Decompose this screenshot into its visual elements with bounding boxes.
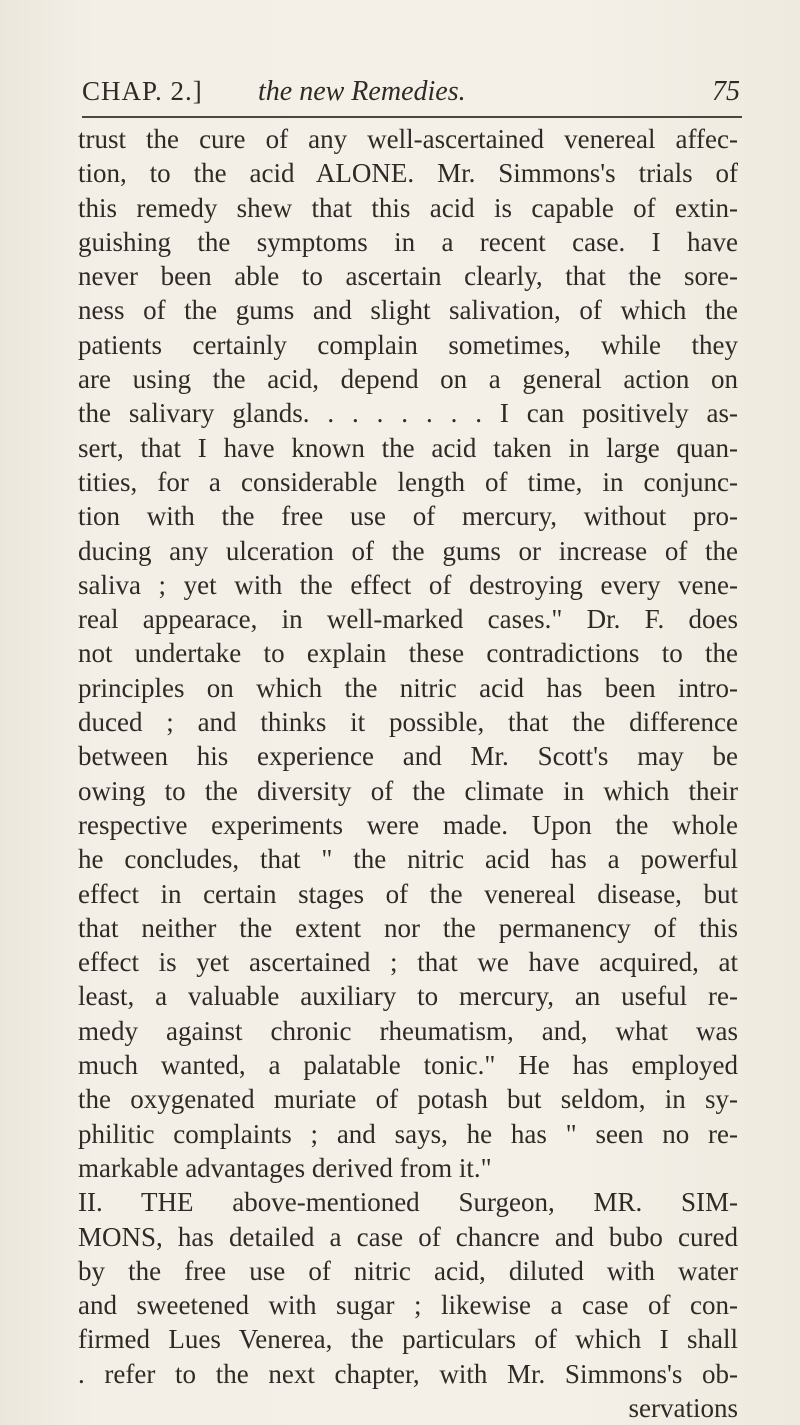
text-line: respective experiments were made. Upon the whole <box>78 809 738 840</box>
text-line: guishing the symptoms in a recent case. I have <box>78 226 738 257</box>
text-line: this remedy shew that this acid is capable of extin- <box>78 192 738 223</box>
text-line: not undertake to explain these contradictions to the <box>78 638 738 669</box>
text-line: least, a valuable auxiliary to mercury, an useful re- <box>78 981 738 1012</box>
text-line: effect is yet ascertained ; that we have acquired, at <box>78 947 738 978</box>
text-line: trust the cure of any well-ascertained venereal affec- <box>78 124 738 154</box>
text-line: never been able to ascertain clearly, that the sore- <box>78 261 738 292</box>
text-line: owing to the diversity of the climate in which their <box>78 775 738 806</box>
text-line: tion with the free use of mercury, without pro- <box>78 501 738 532</box>
text-line: medy against chronic rheumatism, and, what was <box>78 1015 738 1046</box>
text-line: . refer to the next chapter, with Mr. Simmons's ob- <box>78 1358 738 1389</box>
text-line: sert, that I have known the acid taken in large quan- <box>78 432 738 463</box>
text-line: philitic complaints ; and says, he has " seen no re- <box>78 1118 738 1149</box>
text-line: the salivary glands. . . . . . . . I can positively as- <box>78 398 738 429</box>
text-line: the oxygenated muriate of potash but seldom, in sy- <box>78 1084 738 1115</box>
page-header <box>82 76 740 112</box>
text-line: real appearace, in well-marked cases." Dr. F. does <box>78 604 738 635</box>
text-line: ness of the gums and slight salivation, of which the <box>78 295 738 326</box>
page-number: 75 <box>712 76 740 107</box>
text-line: he concludes, that " the nitric acid has a powerful <box>78 844 738 875</box>
text-line: much wanted, a palatable tonic." He has employed <box>78 1050 738 1081</box>
text-line: saliva ; yet with the effect of destroying every vene- <box>78 569 738 600</box>
text-line: MONS, has detailed a case of chancre and bubo cured <box>78 1221 738 1252</box>
text-line: II. THE above-mentioned Surgeon, MR. SIM- <box>78 1187 738 1218</box>
text-line: tities, for a considerable length of time, in conjunc- <box>78 466 738 497</box>
text-line: that neither the extent nor the permanency of this <box>78 912 738 943</box>
catchword-line: servations <box>628 1392 738 1423</box>
text-line: and sweetened with sugar ; likewise a case of con- <box>78 1290 738 1321</box>
body-text <box>78 122 738 1425</box>
text-line: are using the acid, depend on a general action on <box>78 364 738 395</box>
chapter-label: CHAP. 2.] <box>82 76 203 106</box>
text-line: ducing any ulceration of the gums or increase of the <box>78 535 738 566</box>
text-line: tion, to the acid ALONE. Mr. Simmons's trials of <box>78 158 738 189</box>
running-title: the new Remedies. <box>258 76 466 107</box>
text-line: principles on which the nitric acid has been intro- <box>78 672 738 703</box>
text-line: patients certainly complain sometimes, while they <box>78 329 738 360</box>
header-rule <box>82 116 742 118</box>
text-line: markable advantages derived from it." <box>78 1152 492 1183</box>
text-line: by the free use of nitric acid, diluted with water <box>78 1255 738 1286</box>
text-line: firmed Lues Venerea, the particulars of which I shall <box>78 1324 738 1355</box>
text-line: effect in certain stages of the venereal disease, but <box>78 878 738 909</box>
text-line: duced ; and thinks it possible, that the difference <box>78 707 738 738</box>
text-line: between his experience and Mr. Scott's may be <box>78 741 738 772</box>
